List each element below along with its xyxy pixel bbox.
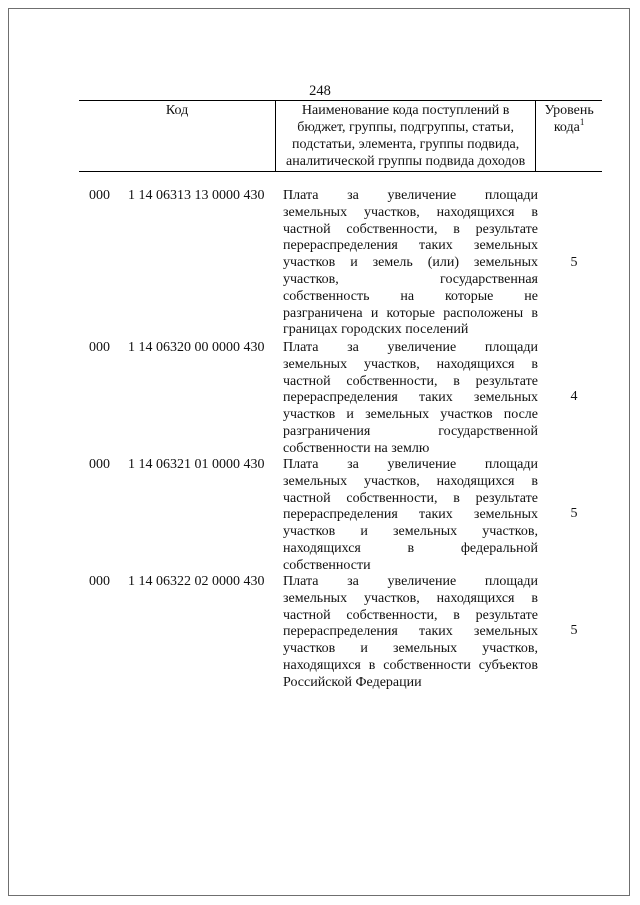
description-line: частной собственности, в результате: [283, 607, 538, 623]
description-line: участков, государственная: [283, 271, 538, 287]
row-admin-code: 000: [89, 574, 110, 589]
row-budget-code: 1 14 06321 01 0000 430: [128, 457, 265, 472]
description-line: Плата за увеличение площади: [283, 574, 538, 589]
header-name: Наименование кода поступлений в бюджет, группы, подгруппы, статьи, подстатьи, элемента, группы подвида, аналитической группы подвида доходов: [276, 101, 536, 172]
description-line: частной собственности, в результате: [283, 490, 538, 506]
description-line: земельных участков, находящихся в: [283, 590, 538, 606]
description-line: земельных участков, находящихся в: [283, 204, 538, 220]
row-budget-code: 1 14 06322 02 0000 430: [128, 574, 265, 589]
row-description: [283, 188, 538, 339]
description-line: перераспределения таких земельных: [283, 507, 538, 523]
row-description: [283, 340, 538, 458]
description-line: перераспределения таких земельных: [283, 624, 538, 640]
description-line: земельных участков, находящихся в: [283, 356, 538, 372]
row-description: [283, 574, 538, 692]
row-admin-code: 000: [89, 457, 110, 472]
row-description: [283, 457, 538, 575]
description-line: собственности: [283, 557, 371, 573]
table-header: [79, 100, 602, 172]
description-line: границах городских поселений: [283, 322, 469, 338]
description-line: Плата за увеличение площади: [283, 188, 538, 203]
row-admin-code: 000: [89, 340, 110, 355]
description-line: участков и земельных участков,: [283, 524, 538, 540]
header-level-label: Уровень кода: [544, 103, 594, 135]
description-line: разграничена и которые расположены в: [283, 305, 538, 321]
header-level: [536, 101, 602, 172]
description-line: частной собственности, в результате: [283, 373, 538, 389]
header-level-footnote: 1: [579, 117, 585, 127]
description-line: собственности на землю: [283, 440, 430, 456]
description-line: перераспределения таких земельных: [283, 238, 538, 254]
description-line: частной собственности, в результате: [283, 221, 538, 237]
description-line: участков и земельных участков,: [283, 641, 538, 657]
header-code: Код: [79, 101, 276, 172]
description-line: участков и земель (или) земельных: [283, 255, 538, 271]
description-line: разграничения государственной: [283, 423, 538, 439]
row-level: 5: [570, 623, 578, 638]
description-line: Российской Федерации: [283, 674, 422, 690]
row-budget-code: 1 14 06320 00 0000 430: [128, 340, 265, 355]
row-level: 5: [570, 255, 578, 270]
row-budget-code: 1 14 06313 13 0000 430: [128, 188, 265, 203]
row-level: 4: [570, 389, 578, 404]
description-line: Плата за увеличение площади: [283, 340, 538, 355]
description-line: перераспределения таких земельных: [283, 390, 538, 406]
page-number: 248: [309, 83, 331, 99]
description-line: собственность на которые не: [283, 288, 538, 304]
description-line: участков и земельных участков после: [283, 407, 538, 423]
description-line: находящихся в федеральной: [283, 540, 538, 556]
description-line: земельных участков, находящихся в: [283, 473, 538, 489]
description-line: находящихся в собственности субъектов: [283, 657, 538, 673]
row-level: 5: [570, 506, 578, 521]
description-line: Плата за увеличение площади: [283, 457, 538, 472]
row-admin-code: 000: [89, 188, 110, 203]
